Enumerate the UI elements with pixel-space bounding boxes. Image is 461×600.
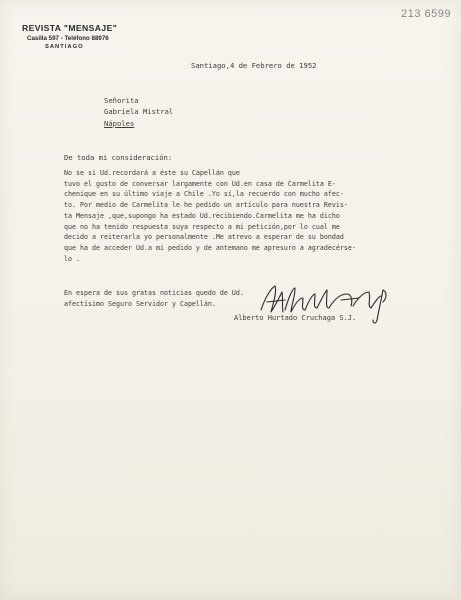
body-line: decido a reiterarla yo personalmente .Me atrevo a esperar de su bondad — [64, 233, 344, 242]
body-line: No se si Ud.recordará a éste su Capellán que — [64, 169, 240, 177]
body-line: tuvo el gusto de conversar largamente con Ud.en casa de Carmelita E- — [64, 179, 336, 188]
body-line: que ha de acceder Ud.a mi pedido y de antemano me apresuro a agradecérse- — [64, 243, 356, 252]
letterhead — [22, 23, 117, 50]
recipient-city: Nápoles — [104, 118, 135, 128]
letterhead-city: SANTIAGO — [45, 44, 84, 50]
closing-line: En espera de sus gratas noticias quedo de Ud. — [64, 289, 244, 297]
letter-body — [64, 168, 404, 264]
recipient-name: Gabriela Mistral — [104, 107, 174, 117]
archive-number: 213 6599 — [401, 8, 451, 20]
greeting: De toda mi consideración: — [64, 153, 173, 162]
closing — [64, 288, 244, 309]
date-line: Santiago,4 de Febrero de 1952 — [191, 61, 317, 70]
body-line: chenique en su último viaje a Chile .Yo sí,la recuerdo con mucho afec- — [64, 190, 344, 199]
signer-name: Alberto Hurtado Cruchaga S.J. — [234, 314, 357, 322]
body-line: to. Por medio de Carmelita le he pedido un artículo para nuestra Revis- — [64, 201, 348, 210]
letterhead-title: REVISTA "MENSAJE" — [22, 23, 118, 33]
letterhead-contact: Casilla 597 - Teléfono 88976 — [27, 35, 109, 42]
body-line: que no ha tenido respuesta suya respecto a mi petición,por lo cual me — [64, 222, 340, 231]
recipient-block — [104, 95, 173, 129]
body-line: lo . — [64, 254, 80, 263]
recipient-salutation: Señorita — [104, 96, 139, 105]
closing-line: afectísimo Seguro Servidor y Capellán. — [64, 299, 216, 308]
body-line: ta Mensaje ,que,supongo ha estado Ud.recibiendo.Carmelita me ha dicho — [64, 211, 340, 220]
